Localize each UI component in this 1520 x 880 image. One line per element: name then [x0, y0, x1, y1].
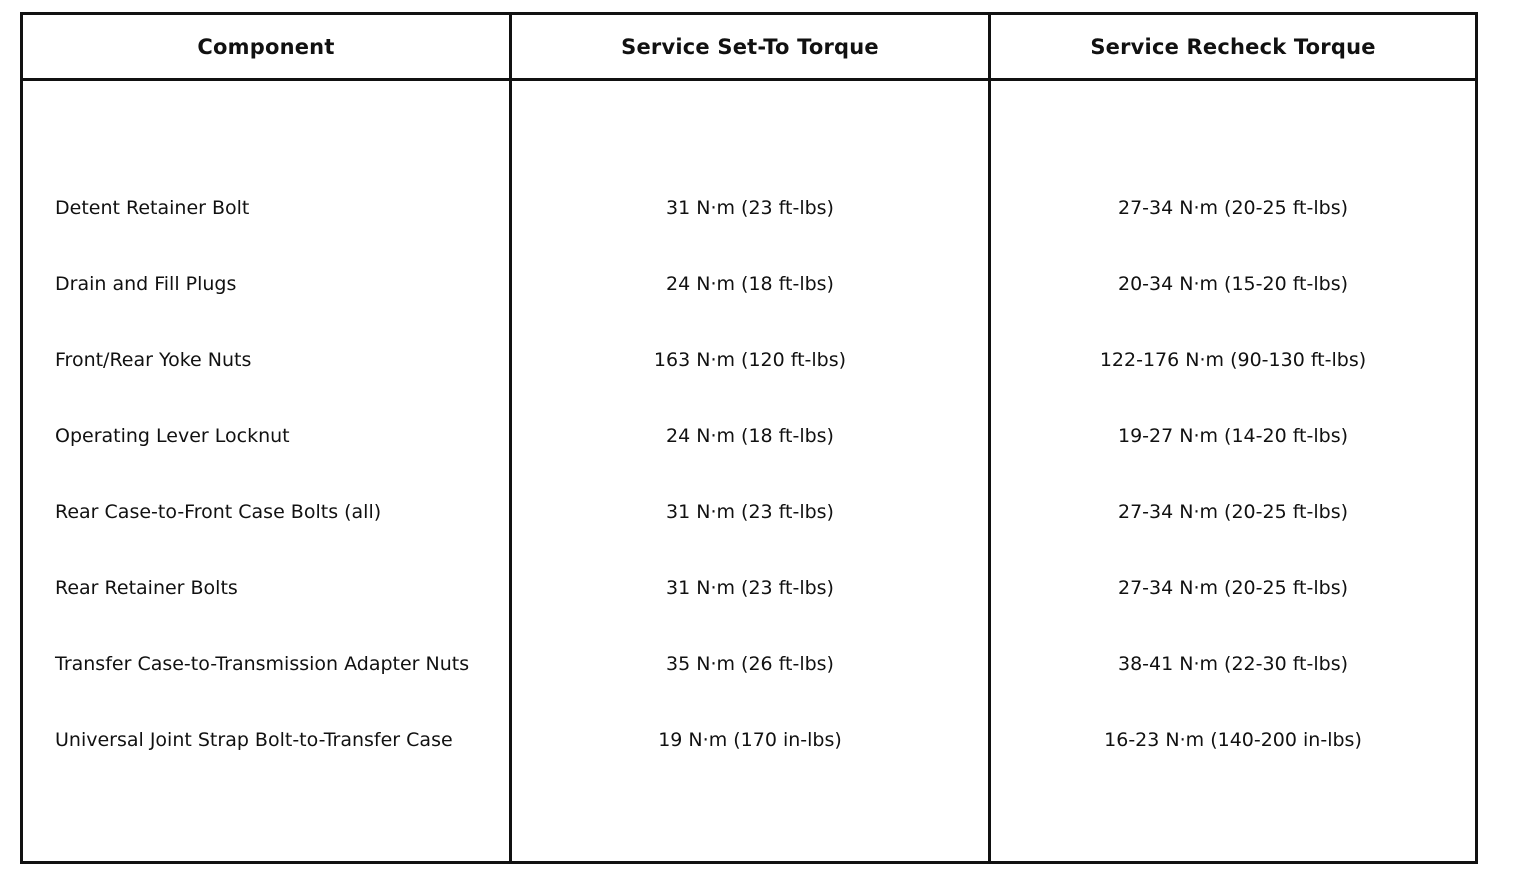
table-row [23, 720, 1475, 760]
component-cell: Front/Rear Yoke Nuts [55, 349, 252, 371]
table-row [23, 644, 1475, 684]
table-row [23, 188, 1475, 228]
set-to-torque-cell: 19 N·m (170 in-lbs) [658, 729, 842, 751]
component-cell: Rear Retainer Bolts [55, 577, 238, 599]
set-to-torque-cell: 31 N·m (23 ft-lbs) [666, 501, 834, 523]
recheck-torque-cell: 27-34 N·m (20-25 ft-lbs) [1117, 197, 1349, 219]
header-service-set-to-torque: Service Set-To Torque [621, 34, 879, 59]
component-cell: Detent Retainer Bolt [55, 197, 250, 219]
recheck-torque-cell: 38-41 N·m (22-30 ft-lbs) [1117, 653, 1349, 675]
set-to-torque-cell: 35 N·m (26 ft-lbs) [666, 653, 834, 675]
torque-spec-table [20, 12, 1478, 864]
table-row [23, 416, 1475, 456]
table-row [23, 492, 1475, 532]
component-cell: Universal Joint Strap Bolt-to-Transfer Case [55, 729, 453, 751]
set-to-torque-cell: 24 N·m (18 ft-lbs) [666, 425, 834, 447]
set-to-torque-cell: 31 N·m (23 ft-lbs) [666, 197, 834, 219]
set-to-torque-cell: 31 N·m (23 ft-lbs) [666, 577, 834, 599]
header-component: Component [197, 34, 335, 59]
recheck-torque-cell: 27-34 N·m (20-25 ft-lbs) [1117, 501, 1349, 523]
recheck-torque-cell: 19-27 N·m (14-20 ft-lbs) [1117, 425, 1349, 447]
recheck-torque-cell: 122-176 N·m (90-130 ft-lbs) [1099, 349, 1367, 371]
component-cell: Drain and Fill Plugs [55, 273, 237, 295]
recheck-torque-cell: 27-34 N·m (20-25 ft-lbs) [1117, 577, 1349, 599]
component-cell: Rear Case-to-Front Case Bolts (all) [55, 501, 382, 523]
table-header-row [23, 15, 1475, 81]
table-row [23, 264, 1475, 304]
table-row [23, 568, 1475, 608]
recheck-torque-cell: 20-34 N·m (15-20 ft-lbs) [1117, 273, 1349, 295]
table-row [23, 340, 1475, 380]
set-to-torque-cell: 163 N·m (120 ft-lbs) [653, 349, 847, 371]
component-cell: Operating Lever Locknut [55, 425, 290, 447]
recheck-torque-cell: 16-23 N·m (140-200 in-lbs) [1104, 729, 1362, 751]
header-service-recheck-torque: Service Recheck Torque [1090, 34, 1376, 59]
set-to-torque-cell: 24 N·m (18 ft-lbs) [666, 273, 834, 295]
component-cell: Transfer Case-to-Transmission Adapter Nuts [55, 653, 470, 675]
